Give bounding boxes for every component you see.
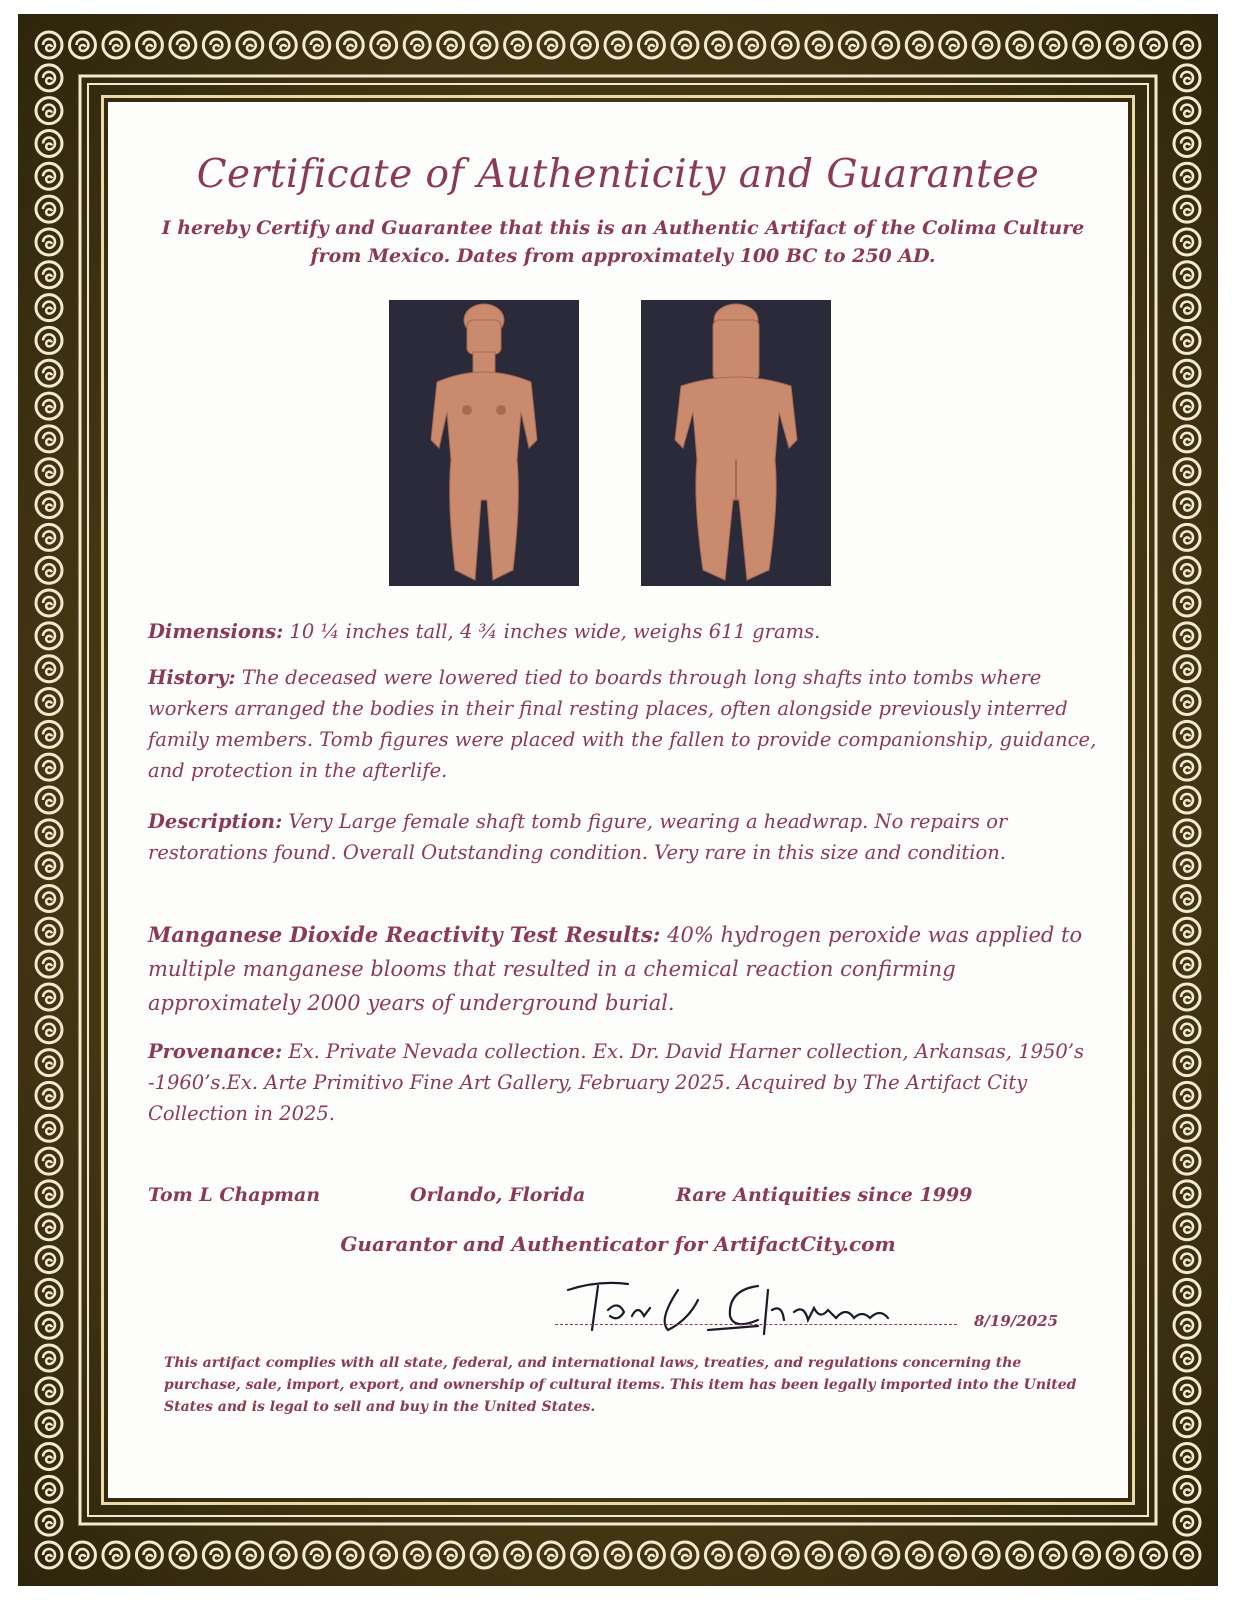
legal-notice: This artifact complies with all state, federal, and international laws, treaties, and regulations concerning the purchase, sale, import, export, and ownership of cultural items. This item has been legally imported into the United States and is legal to sell and buy in the United States. [164,1355,1077,1415]
manganese-text: 40% hydrogen peroxide was applied to multiple manganese blooms that resulted in a chemical reaction confirming approximately 2000 years of underground burial. [148,923,1083,1015]
provenance-paragraph [148,1036,1098,1129]
signer-location: Orlando, Florida [410,1184,586,1206]
manganese-paragraph [148,918,1098,1020]
dimensions-label: Dimensions: [148,620,284,643]
dimensions-paragraph [148,616,1098,647]
signer-name: Tom L Chapman [148,1184,321,1206]
history-paragraph [148,662,1098,786]
signer-tagline: Rare Antiquities since 1999 [676,1184,973,1206]
history-label: History: [148,666,236,689]
description-text: Very Large female shaft tomb figure, wearing a headwrap. No repairs or restorations found. Overall Outstanding condition. Very rare in this size and condition. [148,810,1008,864]
figure-front-photo [389,300,579,586]
history-text: The deceased were lowered tied to boards through long shafts into tombs where workers arranged the bodies in their final resting places, often alongside previously interred family members. Tomb figures were placed with the fallen to provide companionship, guidance, and protection in the afterlife. [148,666,1097,782]
description-paragraph [148,806,1098,868]
manganese-label: Manganese Dioxide Reactivity Test Results: [148,922,661,947]
provenance-label: Provenance: [148,1040,283,1063]
description-label: Description: [148,810,283,833]
certificate-title: Certificate of Authenticity and Guarantee [196,152,1040,197]
figure-back-photo [641,300,831,586]
decorative-border [18,14,1218,1586]
handwritten-signature [558,1260,918,1340]
signature-rule [555,1324,957,1325]
certificate-body [108,102,1128,1498]
provenance-text: Ex. Private Nevada collection. Ex. Dr. David Harner collection, Arkansas, 1950’s -1960’s.Ex. Arte Primitivo Fine Art Gallery, February 2025. Acquired by The Artifact City Collection in 2025. [148,1040,1085,1125]
signature-date: 8/19/2025 [974,1312,1059,1330]
certificate-intro: I hereby Certify and Guarantee that this is an Authentic Artifact of the Colima Culture from Mexico. Dates from approximately 100 BC to 250 AD. [161,217,1085,267]
dimensions-text: 10 ¼ inches tall, 4 ¾ inches wide, weighs 611 grams. [283,620,821,643]
guarantor-line: Guarantor and Authenticator for ArtifactCity.com [340,1232,896,1256]
